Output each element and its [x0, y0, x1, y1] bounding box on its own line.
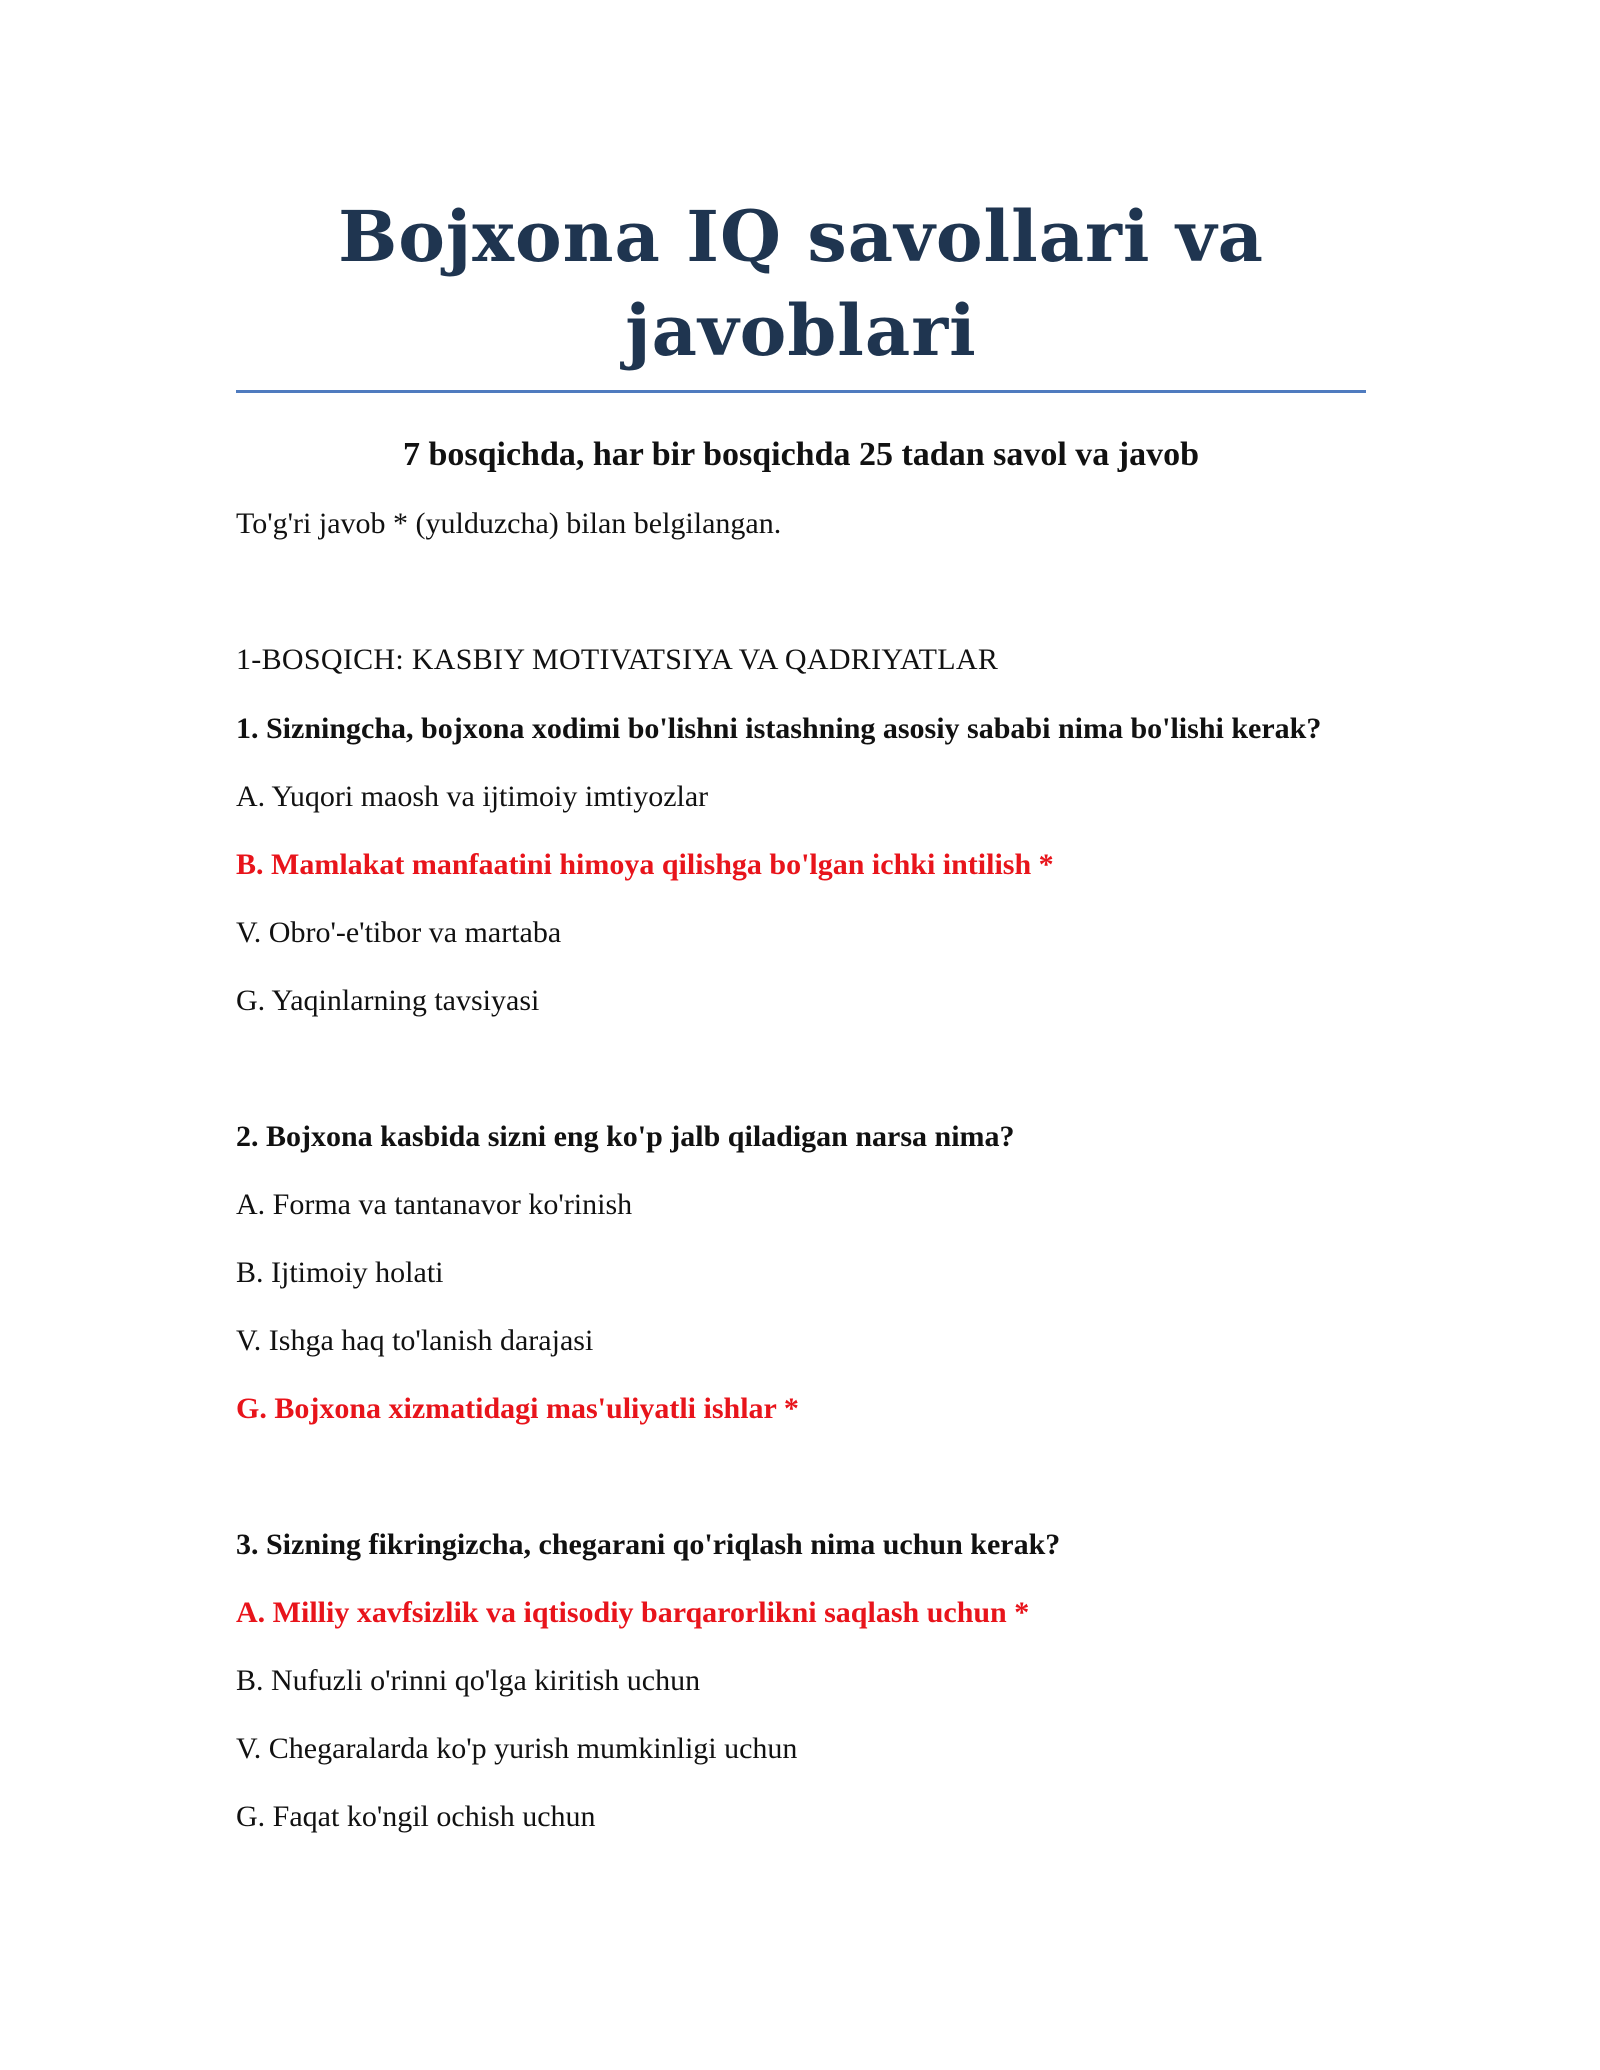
question-block: [236, 1117, 1366, 1429]
question-text: 1. Sizningcha, bojxona xodimi bo'lishni istashning asosiy sababi nima bo'lishi kerak?: [236, 712, 1322, 745]
question-text: 3. Sizning fikringizcha, chegarani qo'riqlash nima uchun kerak?: [236, 1528, 1061, 1561]
section-heading: 1-BOSQICH: KASBIY MOTIVATSIYA VA QADRIYATLAR: [236, 643, 999, 676]
answer-option: V. Ishga haq to'lanish darajasi: [236, 1324, 594, 1357]
title-divider: [236, 390, 1366, 393]
question-block: [236, 709, 1366, 1021]
answer-option: G. Faqat ko'ngil ochish uchun: [236, 1800, 596, 1833]
answer-option: G. Yaqinlarning tavsiyasi: [236, 984, 540, 1017]
answer-option: A. Yuqori maosh va ijtimoiy imtiyozlar: [236, 780, 709, 813]
answer-key-note: To'g'ri javob * (yulduzcha) bilan belgilangan.: [236, 507, 782, 540]
answer-option-correct: G. Bojxona xizmatidagi mas'uliyatli ishlar *: [236, 1392, 799, 1425]
question-block: [236, 1525, 1366, 1837]
answer-option: B. Nufuzli o'rinni qo'lga kiritish uchun: [236, 1664, 701, 1697]
answer-option: V. Chegaralarda ko'p yurish mumkinligi uchun: [236, 1732, 798, 1765]
answer-option: A. Forma va tantanavor ko'rinish: [236, 1188, 633, 1221]
answer-option-correct: A. Milliy xavfsizlik va iqtisodiy barqarorlikni saqlash uchun *: [236, 1596, 1030, 1629]
answer-option: B. Ijtimoiy holati: [236, 1256, 444, 1289]
document-title: Bojxona IQ savollari va javoblari: [338, 195, 1264, 372]
document-subtitle: 7 bosqichda, har bir bosqichda 25 tadan savol va javob: [402, 436, 1200, 473]
document-content: [236, 190, 1366, 1837]
answer-option: V. Obro'-e'tibor va martaba: [236, 916, 562, 949]
question-text: 2. Bojxona kasbida sizni eng ko'p jalb qiladigan narsa nima?: [236, 1120, 1015, 1153]
answer-option-correct: B. Mamlakat manfaatini himoya qilishga bo'lgan ichki intilish *: [236, 848, 1054, 881]
